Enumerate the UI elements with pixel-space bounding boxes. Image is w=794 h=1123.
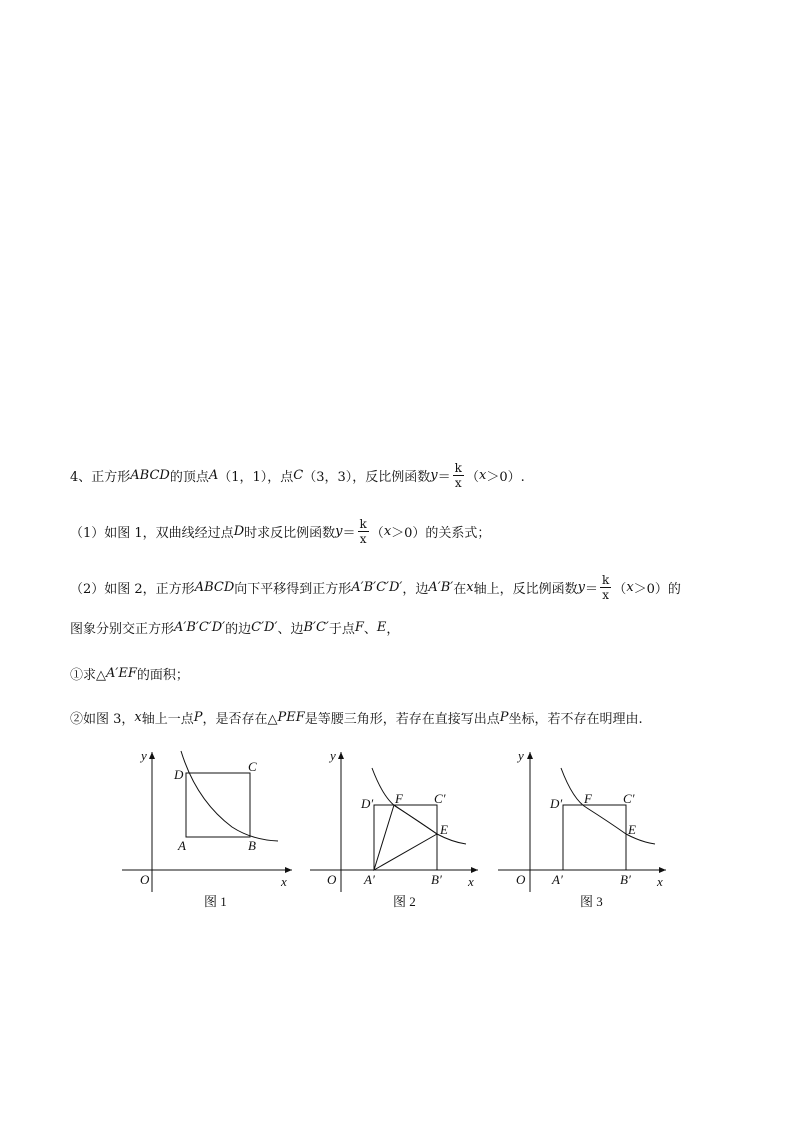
fig1-square xyxy=(186,773,250,837)
figure-1 xyxy=(122,751,292,892)
fig2-caption: 图 2 xyxy=(393,894,416,909)
fig3-label-x: x xyxy=(657,874,663,889)
fraction-k-over-x: $\frac{k}{x}$ xyxy=(602,573,610,602)
figure-2 xyxy=(310,752,478,892)
fig1-caption: 图 1 xyxy=(204,894,227,909)
fig1-hyperbola xyxy=(181,751,278,841)
fig3-square xyxy=(563,805,626,870)
fig3-label-C: C′ xyxy=(623,791,635,806)
part-2: （2）如图 2，正方形 ABCD 向下平移得到正方形 A′B′C′D′ ，边 A′B′ 在 x 轴上，反比例函数 y ＝ $\frac{k}{x}$ （ x ＞0）的 xyxy=(70,573,681,602)
fig2-label-D: D′ xyxy=(361,796,374,811)
fig2-label-x: x xyxy=(468,874,474,889)
fig2-label-C: C′ xyxy=(434,791,446,806)
fig1-label-O: O xyxy=(140,872,150,887)
fig2-label-B: B′ xyxy=(431,872,442,887)
part-2-line-2: 图象分别交正方形 A′B′C′D′ 的边 C′D′ 、边 B′C′ 于点 F 、 E ， xyxy=(70,620,400,637)
fig1-label-B: B xyxy=(248,838,256,853)
fig2-label-O: O xyxy=(327,872,337,887)
fig2-label-E: E xyxy=(440,822,448,837)
fig3-hyperbola xyxy=(561,768,655,844)
fig3-label-F: F xyxy=(584,791,592,806)
fig3-label-O: O xyxy=(516,872,526,887)
fig2-label-y: y xyxy=(330,748,336,763)
fig1-label-D: D xyxy=(174,767,184,782)
fig3-label-y: y xyxy=(518,748,524,763)
fraction-k-over-x: $\frac{k}{x}$ xyxy=(454,461,462,490)
fig2-hyperbola xyxy=(372,768,466,844)
fig2-triangle xyxy=(374,805,437,870)
fig3-label-B: B′ xyxy=(620,872,631,887)
fig3-label-D: D′ xyxy=(550,796,563,811)
fig1-label-C: C xyxy=(248,759,257,774)
fig3-caption: 图 3 xyxy=(580,894,603,909)
problem-statement: 4、正方形 ABCD 的顶点 A （1，1），点 C （3，3），反比例函数 y ＝ $\frac{k}{x}$ （ x ＞0）. xyxy=(70,461,525,490)
fig2-square xyxy=(374,805,437,870)
part-1: （1）如图 1，双曲线经过点 D 时求反比例函数 y ＝ $\frac{k}{x}$ （ x ＞0）的关系式； xyxy=(70,517,491,546)
fraction-k-over-x: $\frac{k}{x}$ xyxy=(359,517,367,546)
question-2: ②如图 3， x 轴上一点 P ，是否存在△ PEF 是等腰三角形，若存在直接写出点 P 坐标，若不存在明理由. xyxy=(70,710,643,727)
fig3-label-A: A′ xyxy=(552,872,563,887)
figure-3 xyxy=(498,752,666,892)
figures-svg xyxy=(0,730,794,1030)
fig2-label-A: A′ xyxy=(364,872,375,887)
fig1-label-x: x xyxy=(281,874,287,889)
question-1: ①求△ A′EF 的面积； xyxy=(70,666,189,683)
fig2-label-F: F xyxy=(395,791,403,806)
fig1-label-y: y xyxy=(141,748,147,763)
fig1-label-A: A xyxy=(178,838,186,853)
fig3-label-E: E xyxy=(628,822,636,837)
